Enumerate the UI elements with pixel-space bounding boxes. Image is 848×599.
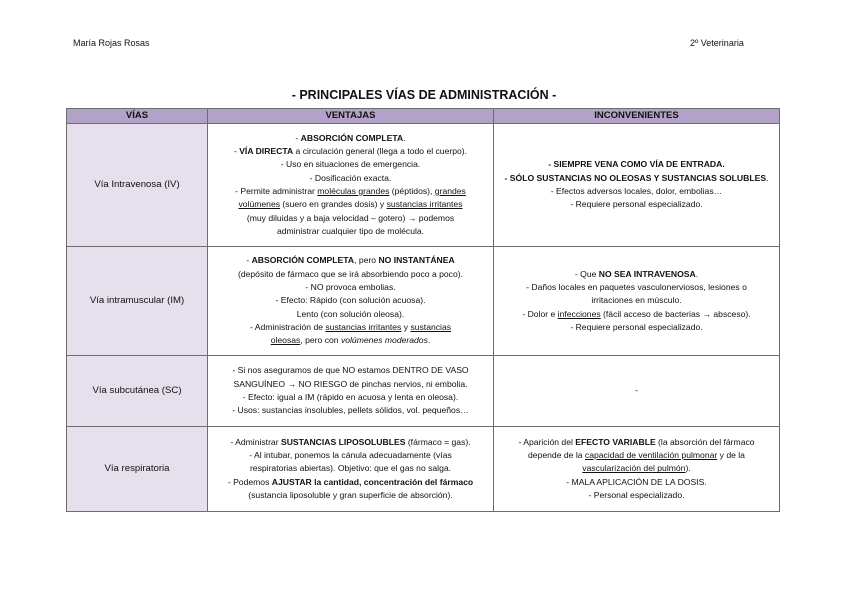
cell-text-line: - Efectos adversos locales, dolor, embolias… [550,186,723,196]
cell-text-line: - Administrar SUSTANCIAS LIPOSOLUBLES (fármaco = gas). [230,436,471,447]
cell-text-line: - Requiere personal especializado. [570,199,703,210]
cell-text-line: - Aparición del EFECTO VARIABLE (la absorción del fármaco [518,436,755,447]
cell-text-line: - ABSORCIÓN COMPLETA, pero NO INSTANTÁNEA [246,255,455,266]
cell-text-line: - Permite administrar moléculas grandes (péptidos), grandes [235,186,466,196]
cell-text-line: respiratorias abiertas). Objetivo: que el gas no salga. [249,463,452,474]
column-header-vias: VÍAS [67,109,208,124]
cell-text-line: irritaciones en músculo. [591,295,682,306]
disadvantages-cell [494,356,780,427]
administration-routes-table [66,108,780,512]
cell-text-line: (sustancia liposoluble y gran superficie de absorción). [248,489,453,500]
author-name: María Rojas Rosas [73,38,150,48]
route-name: Vía intramuscular (IM) [67,247,208,356]
cell-text-line: - Al intubar, ponemos la cánula adecuadamente (vías [249,450,452,461]
table-row [67,356,780,427]
cell-text-line: - Dolor e infecciones (fácil acceso de bacterias → absceso). [522,308,751,319]
cell-text-line: - Personal especializado. [588,489,685,500]
cell-text-line: - SÓLO SUSTANCIAS NO OLEOSAS Y SUSTANCIAS SOLUBLES. [504,172,769,183]
cell-text-line: volúmenes (suero en grandes dosis) y sustancias irritantes [238,199,463,210]
cell-text-line: - [635,385,638,396]
advantages-cell [208,247,494,356]
column-header-inconvenientes: INCONVENIENTES [494,109,780,124]
route-name: Vía subcutánea (SC) [67,356,208,427]
cell-text-line: depende de la capacidad de ventilación pulmonar y de la [528,450,745,461]
cell-text-line: - Requiere personal especializado. [570,321,703,332]
cell-text-line: vascularización del pulmón). [582,463,691,474]
cell-text-line: - Si nos aseguramos de que NO estamos DENTRO DE VASO [232,365,469,376]
advantages-cell [208,356,494,427]
cell-text-line: - Podemos AJUSTAR la cantidad, concentración del fármaco [227,476,474,487]
table-header-row [67,109,780,124]
cell-text-line: - NO provoca embolias. [305,282,396,293]
cell-text-line: Lento (con solución oleosa). [296,308,405,319]
cell-text-line: - Dosificación exacta. [309,172,392,183]
course-label: 2º Veterinaria [690,38,744,48]
cell-text-line: SANGUÍNEO → NO RIESGO de pinchas nervios, ni embolia. [233,378,468,389]
cell-text-line: - Usos: sustancias insolubles, pellets sólidos, vol. pequeños… [232,405,469,416]
disadvantages-cell [494,247,780,356]
document-title: - PRINCIPALES VÍAS DE ADMINISTRACIÓN - [291,88,557,102]
cell-text-line: oleosas, pero con volúmenes moderados. [270,335,431,346]
disadvantages-cell [494,427,780,512]
cell-text-line: - Uso en situaciones de emergencia. [280,159,421,170]
cell-text-line: - SIEMPRE VENA COMO VÍA DE ENTRADA. [548,159,725,170]
cell-text-line: - ABSORCIÓN COMPLETA. [295,132,406,143]
cell-text-line: - VÍA DIRECTA a circulación general (llega a todo el cuerpo). [233,146,468,157]
cell-text-line: - Administración de sustancias irritantes y sustancias [249,321,452,332]
column-header-ventajas: VENTAJAS [208,109,494,124]
advantages-cell [208,427,494,512]
disadvantages-cell [494,124,780,247]
advantages-cell [208,124,494,247]
cell-text-line: - MALA APLICACIÓN DE LA DOSIS. [566,476,707,487]
table-row [67,427,780,512]
cell-text-line: - Que NO SEA INTRAVENOSA. [574,268,699,279]
cell-text-line: (muy diluidas y a baja velocidad – gotero) → podemos [246,212,455,223]
route-name: Vía Intravenosa (IV) [67,124,208,247]
route-name: Vía respiratoria [67,427,208,512]
table-row [67,124,780,247]
table-row [67,247,780,356]
cell-text-line: - Daños locales en paquetes vasculonerviosos, lesiones o [526,282,747,293]
cell-text-line: administrar cualquier tipo de molécula. [276,225,425,236]
cell-text-line: (depósito de fármaco que se irá absorbiendo poco a poco). [237,268,463,279]
cell-text-line: - Efecto: Rápido (con solución acuosa). [275,295,426,306]
cell-text-line: - Efecto: igual a IM (rápido en acuosa y lenta en oleosa). [242,392,459,402]
